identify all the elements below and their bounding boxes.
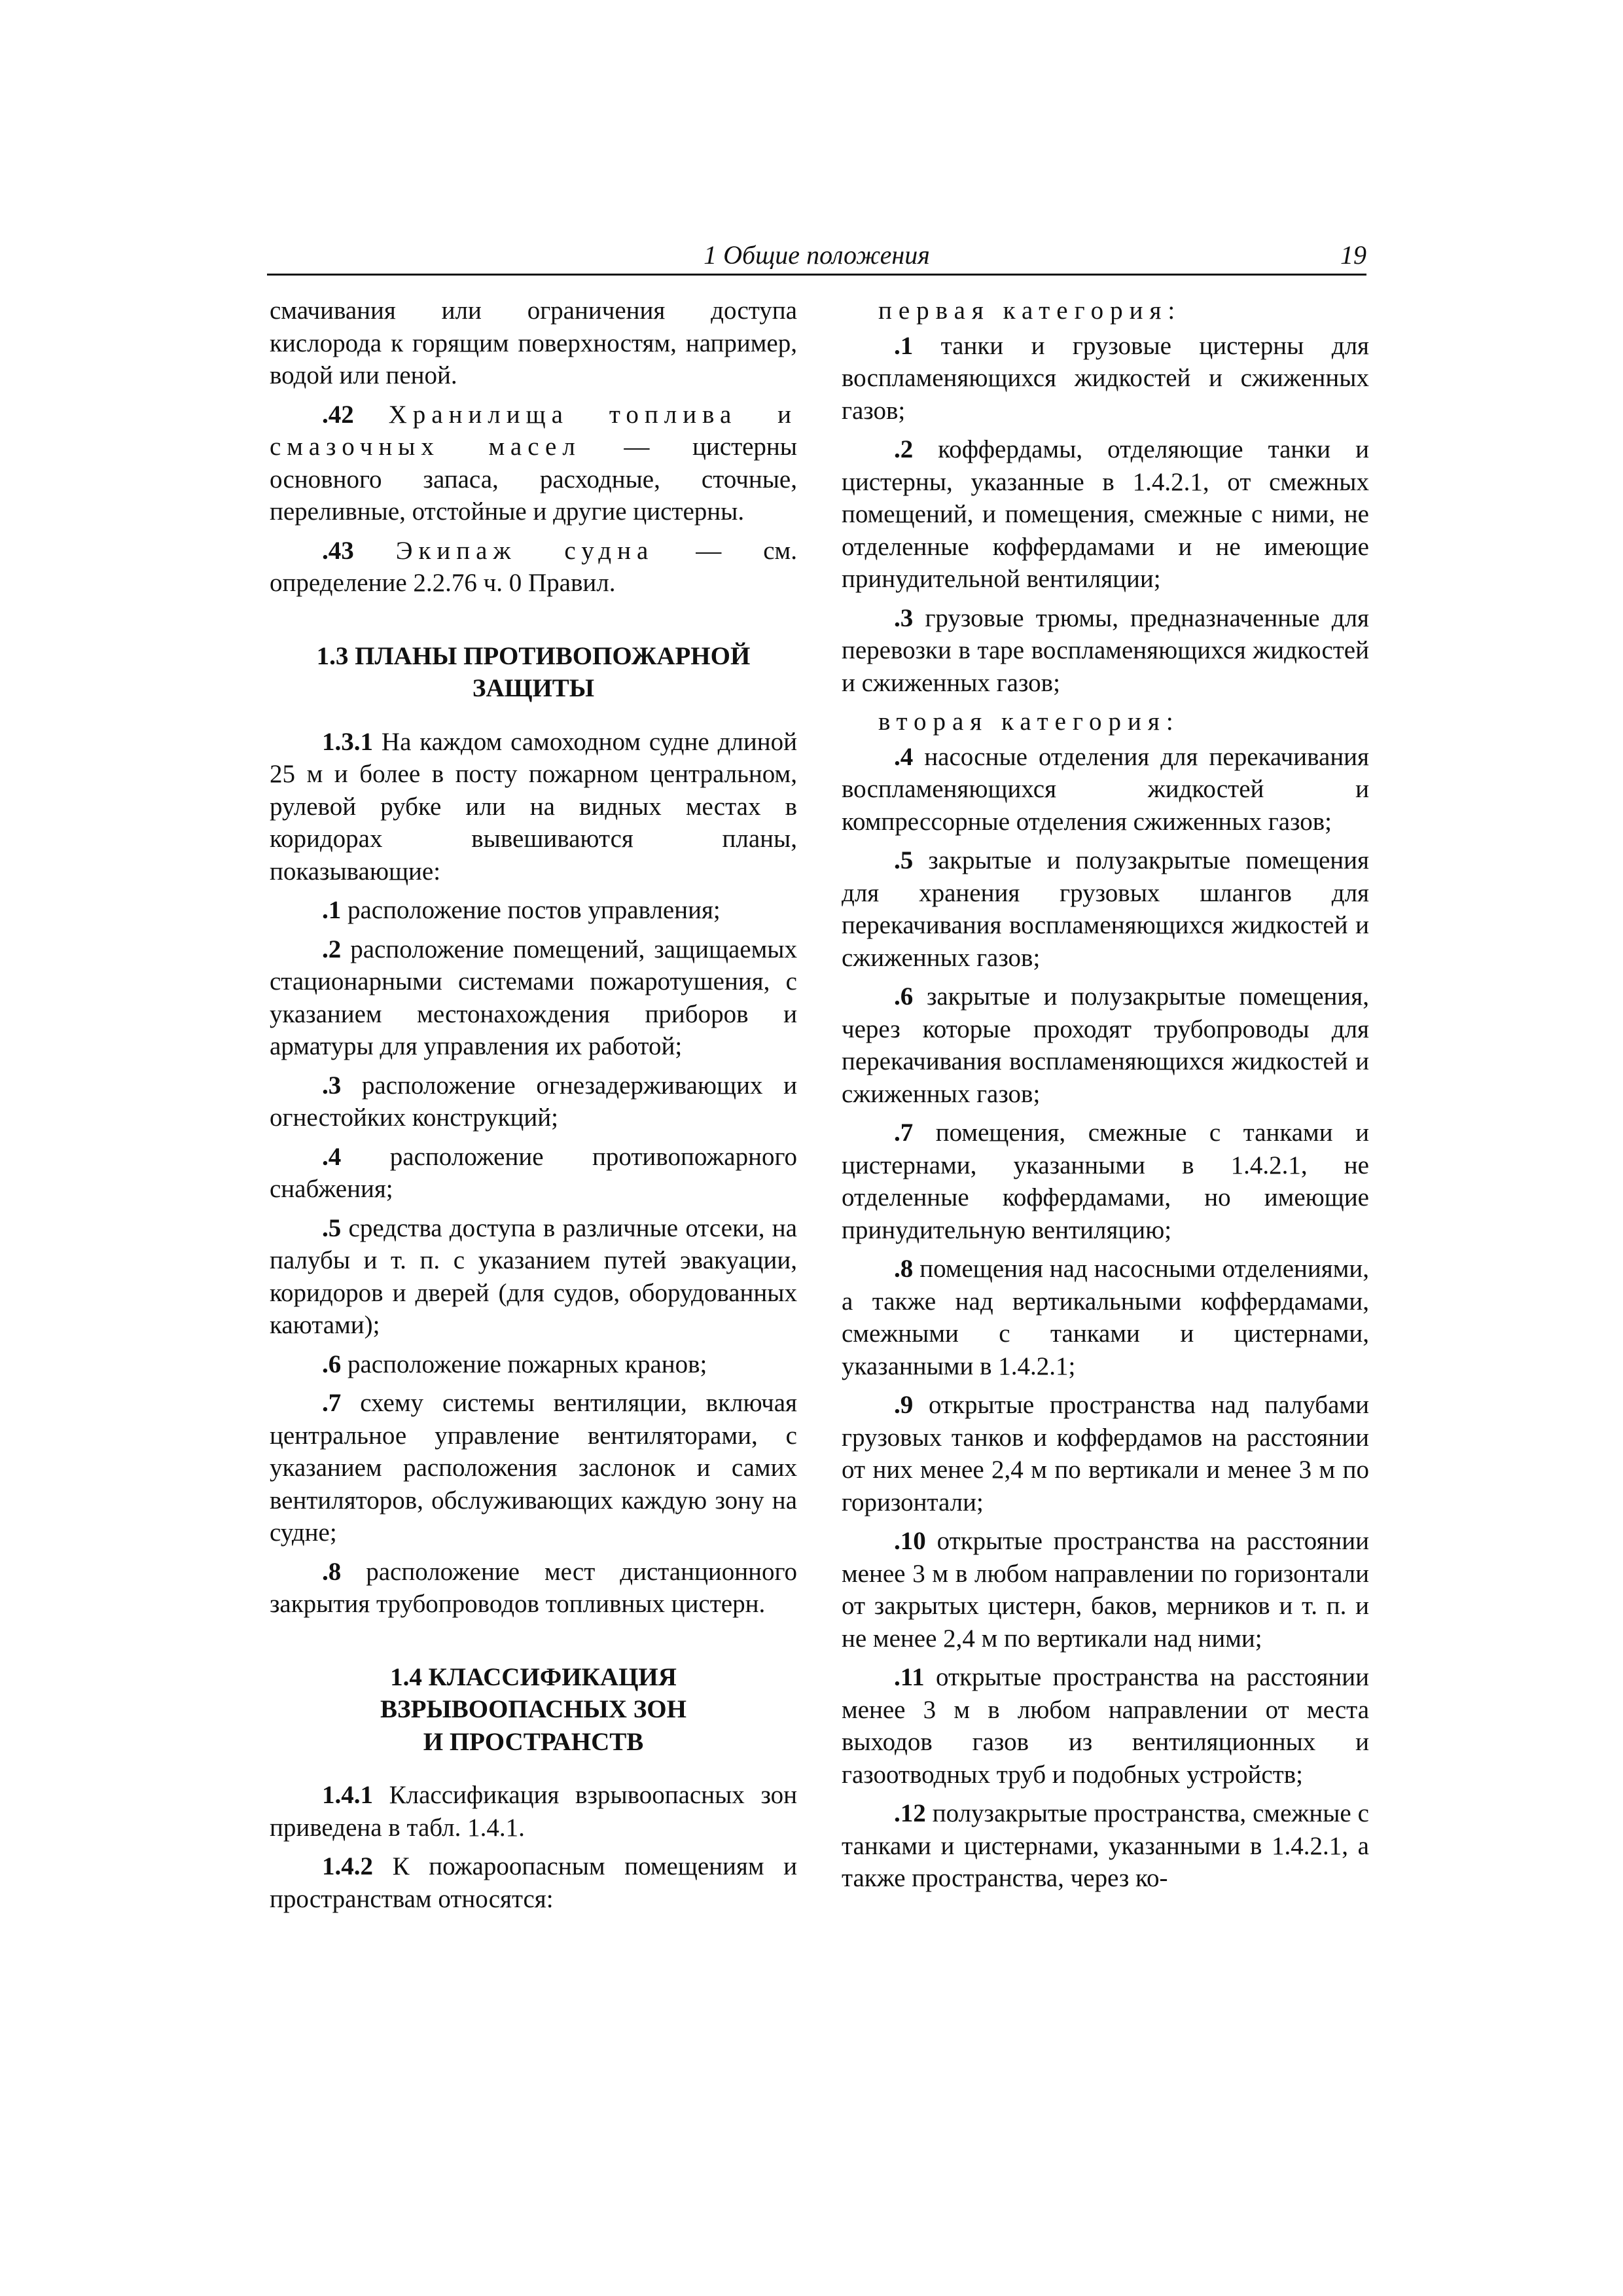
item-number: .12 [894,1799,926,1827]
chapter-title: 1 Общие положения [704,240,930,270]
item-number: .4 [322,1142,342,1171]
section-heading-1-3 [270,640,797,705]
left-column [270,295,797,1922]
list-item [842,1117,1369,1246]
list-item [842,741,1369,838]
defined-term: Экипаж судна [395,536,654,565]
list-item [842,330,1369,427]
list-item [270,1069,797,1134]
item-text: схему системы вентиляции, включая центральное управление вентиляторами, с указанием расположения заслонок и самих вентиляторов, обслуживающих каждую зону на судне; [270,1389,797,1547]
item-text: грузовые трюмы, предназначенные для перевозки в таре воспламеняющихся жидкостей и сжиженных газов; [842,603,1369,697]
item-number: .3 [322,1071,342,1100]
list-item [842,980,1369,1110]
item-text: полузакрытые пространства, смежные с танками и цистернами, указанными в 1.4.2.1, а также пространства, через ко- [842,1799,1369,1892]
list-item [842,1253,1369,1382]
page-number: 19 [1340,240,1366,270]
item-number: .2 [894,435,914,463]
clause-number: 1.4.2 [322,1852,373,1880]
item-text: расположение постов управления; [341,896,721,924]
definition-text: — цистерны основного запаса, расходные, сточные, переливные, отстойные и другие цистерны. [270,433,798,526]
heading-line: И ПРОСТРАНСТВ [423,1727,644,1756]
item-number: .10 [894,1527,926,1555]
item-number: .1 [322,896,342,924]
item-text: танки и грузовые цистерны для воспламеняющихся жидкостей и сжиженных газов; [842,331,1369,425]
clause-1-4-1 [270,1779,797,1844]
heading-line: ЗАЩИТЫ [472,674,595,702]
paragraph: смачивания или ограничения доступа кислорода к горящим поверхностям, например, водой или пеной. [270,296,797,389]
item-text: открытые пространства на расстоянии менее 3 м в любом направлении от места выходов газов из вентиляционных и газоотводных труб и подобных устройств; [842,1663,1369,1789]
item-number: .2 [322,935,342,963]
item-text: расположение пожарных кранов; [341,1350,707,1378]
item-text: расположение противопожарного снабжения; [270,1142,797,1203]
list-item [270,894,797,927]
category-label: первая категория: [878,296,1182,325]
running-header [267,236,1366,275]
item-text: открытые пространства над палубами грузовых танков и коффердамов на расстоянии от них менее 2,4 м по вертикали и менее 3 м по горизонтали; [842,1391,1369,1516]
list-item [270,1387,797,1549]
list-item [842,1797,1369,1895]
item-text: открытые пространства на расстоянии менее 3 м в любом направлении по горизонтали от закрытых цистерн, баков, мерников и т. п. и не менее 2,4 м по вертикали над ними; [842,1527,1369,1653]
list-item [842,1525,1369,1655]
right-column [842,295,1369,1901]
item-number: .6 [322,1350,342,1378]
clause-text: Классификация взрывоопасных зон приведена в табл. 1.4.1. [270,1781,797,1842]
item-number: .5 [894,846,914,874]
list-item [270,1141,797,1206]
item-text: помещения, смежные с танками и цистернами, указанными в 1.4.2.1, не отделенные коффердамами, но имеющие принудительную вентиляцию; [842,1119,1369,1244]
heading-line: 1.3 ПЛАНЫ ПРОТИВОПОЖАРНОЙ [316,641,751,670]
item-number: .42 [322,400,354,429]
item-text: насосные отделения для перекачивания воспламеняющихся жидкостей и компрессорные отделения сжиженных газов; [842,742,1369,836]
clause-text: К пожароопасным помещениям и пространствам относятся: [270,1852,797,1913]
category-label: вторая категория: [878,708,1180,736]
item-text: расположение помещений, защищаемых стационарными системами пожаротушения, с указанием местонахождения приборов и арматуры для управления их работой; [270,935,797,1060]
clause-number: 1.4.1 [322,1781,373,1809]
clause-1-4-2 [270,1850,797,1915]
item-text: коффердамы, отделяющие танки и цистерны, указанные в 1.4.2.1, от смежных помещений, и помещения, смежные с ними, не отделенные коффердамами и не имеющие принудительной вентиляции; [842,435,1369,593]
heading-line: ВЗРЫВООПАСНЫХ ЗОН [380,1695,687,1723]
list-item [842,1389,1369,1518]
definition-42 [270,399,797,528]
heading-line: 1.4 КЛАССИФИКАЦИЯ [390,1662,677,1691]
item-text: расположение мест дистанционного закрытия трубопроводов топливных цистерн. [270,1557,797,1618]
defined-term: Хранилища топлива и смазочных масел [270,400,797,461]
list-item [270,933,797,1063]
list-item [270,1556,797,1621]
item-text: средства доступа в различные отсеки, на палубы и т. п. с указанием путей эвакуации, коридоров и дверей (для судов, оборудованных каютами); [270,1213,797,1339]
item-number: .4 [894,742,914,771]
list-item [842,1661,1369,1791]
item-text: расположение огнезадерживающих и огнестойких конструкций; [270,1071,797,1132]
list-item [270,1212,797,1342]
item-number: .7 [322,1389,342,1417]
item-number: .8 [322,1557,342,1586]
item-number: .6 [894,982,914,1011]
list-item [842,602,1369,700]
item-number: .7 [894,1119,914,1147]
definition-text: — см. определение 2.2.76 ч. 0 Правил. [270,536,797,597]
header-rule [267,274,1366,276]
list-item [842,433,1369,596]
section-heading-1-4 [270,1661,797,1759]
item-text: помещения над насосными отделениями, а также над вертикальными коффердамами, смежными с танками и цистернами, указанными в 1.4.2.1; [842,1255,1369,1380]
item-number: .8 [894,1255,914,1283]
item-number: .43 [322,536,354,565]
item-number: .3 [894,603,914,632]
item-number: .5 [322,1213,342,1242]
definition-43 [270,535,797,600]
item-number: .1 [894,331,914,360]
clause-number: 1.3.1 [322,727,373,756]
item-text: закрытые и полузакрытые помещения для хранения грузовых шлангов для перекачивания воспламеняющихся жидкостей и сжиженных газов; [842,846,1369,972]
item-number: .9 [894,1391,914,1419]
item-text: закрытые и полузакрытые помещения, через которые проходят трубопроводы для перекачивания воспламеняющихся жидкостей и сжиженных газов; [842,982,1369,1108]
list-item [270,1348,797,1381]
clause-text: На каждом самоходном судне длиной 25 м и более в посту пожарном центральном, рулевой рубке или на видных местах в коридорах вывешиваются планы, показывающие: [270,727,797,886]
list-item [842,844,1369,974]
clause-1-3-1 [270,726,797,888]
item-number: .11 [894,1663,925,1691]
